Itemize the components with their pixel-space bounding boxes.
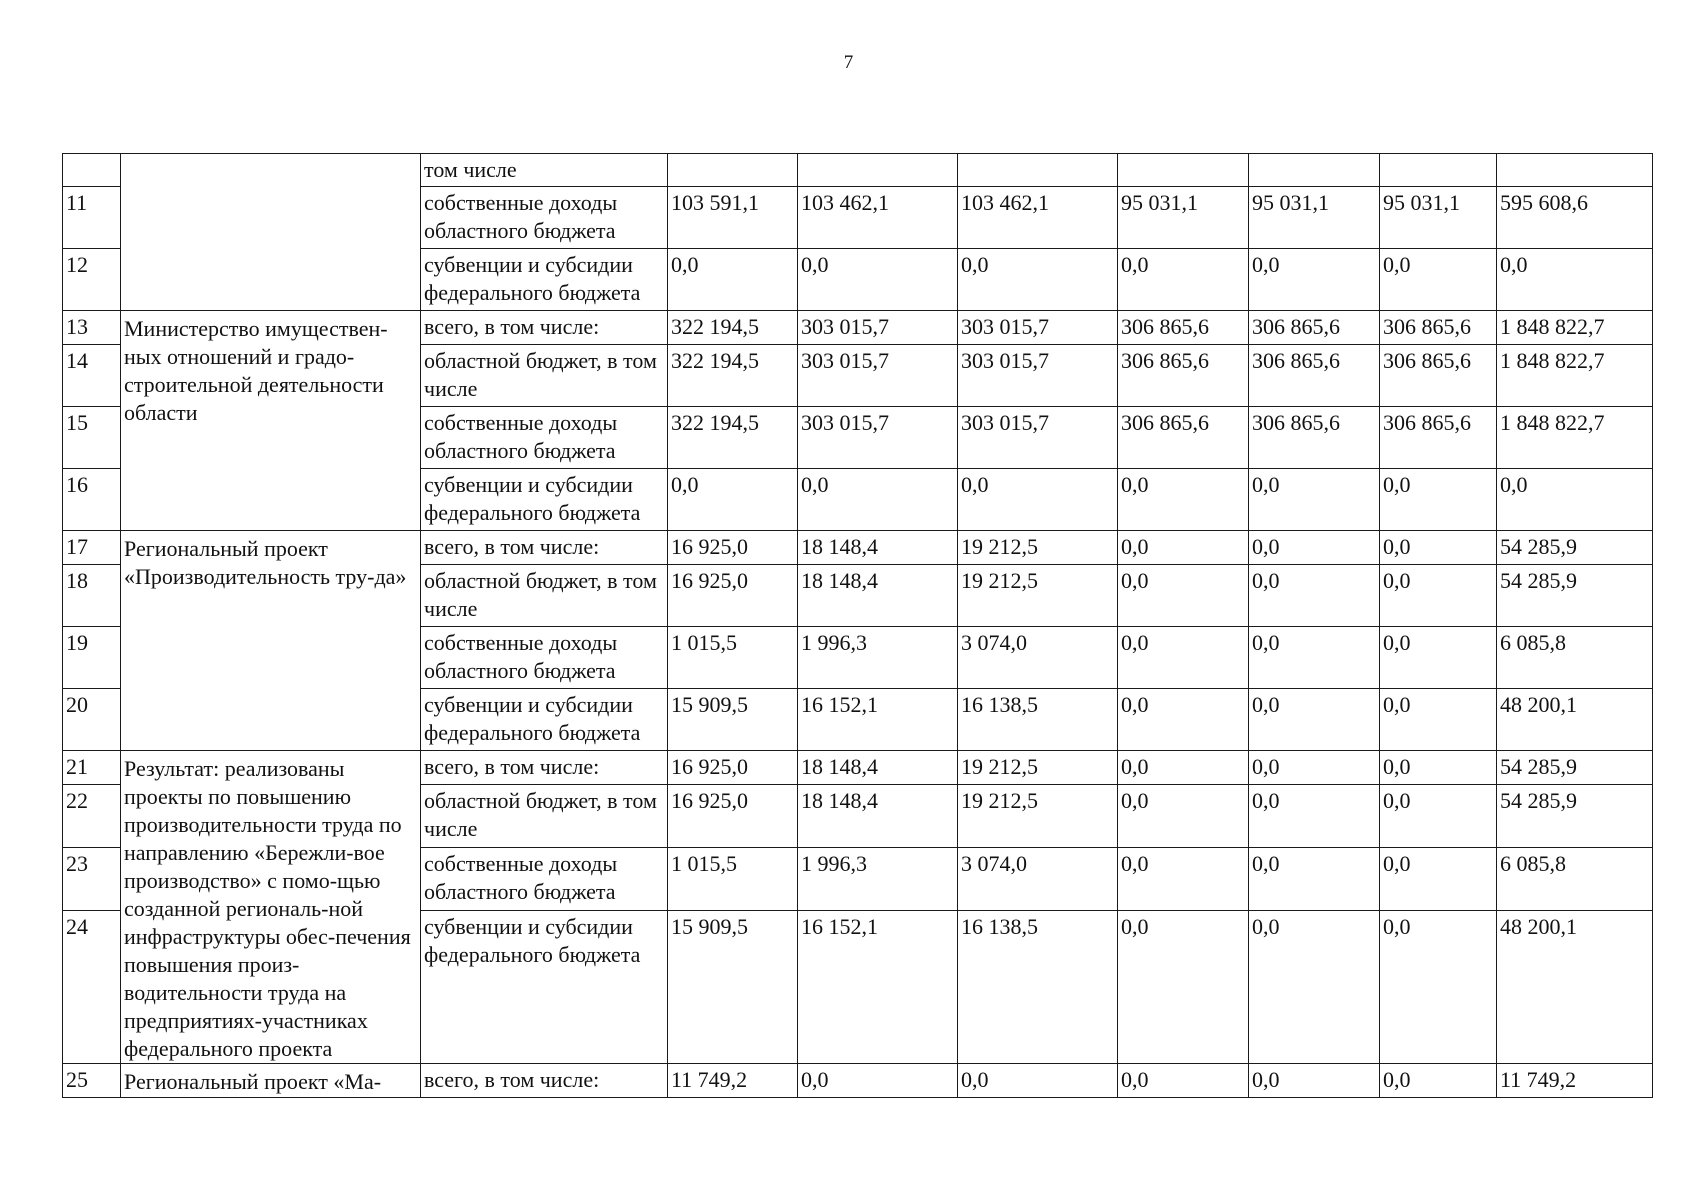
row-number: 21 xyxy=(63,751,121,785)
row-number: 13 xyxy=(63,311,121,345)
amount-cell: 0,0 xyxy=(958,249,1118,311)
amount-cell xyxy=(1380,154,1497,187)
amount-cell: 18 148,4 xyxy=(798,785,958,848)
amount-total: 1 848 822,7 xyxy=(1497,311,1653,345)
row-number: 15 xyxy=(63,407,121,469)
row-number: 19 xyxy=(63,627,121,689)
amount-cell: 0,0 xyxy=(1249,689,1380,751)
funding-source: субвенции и субсидии федерального бюджета xyxy=(421,689,668,751)
amount-cell: 306 865,6 xyxy=(1380,311,1497,345)
amount-cell: 0,0 xyxy=(1118,751,1249,785)
amount-cell: 11 749,2 xyxy=(668,1064,798,1098)
funding-source: собственные доходы областного бюджета xyxy=(421,187,668,249)
row-number: 20 xyxy=(63,689,121,751)
amount-cell: 0,0 xyxy=(1118,469,1249,531)
amount-cell: 0,0 xyxy=(1249,1064,1380,1098)
amount-cell: 1 996,3 xyxy=(798,627,958,689)
row-number: 25 xyxy=(63,1064,121,1098)
amount-cell: 19 212,5 xyxy=(958,785,1118,848)
program-name: Министерство имуществен-ных отношений и градо-строительной деятельности области xyxy=(121,311,421,531)
amount-total: 48 200,1 xyxy=(1497,689,1653,751)
amount-cell: 103 462,1 xyxy=(798,187,958,249)
amount-cell: 0,0 xyxy=(1380,531,1497,565)
amount-cell: 306 865,6 xyxy=(1380,407,1497,469)
amount-cell: 306 865,6 xyxy=(1249,311,1380,345)
amount-cell: 0,0 xyxy=(1380,785,1497,848)
amount-cell: 95 031,1 xyxy=(1380,187,1497,249)
amount-cell: 0,0 xyxy=(1380,1064,1497,1098)
amount-cell: 0,0 xyxy=(1249,847,1380,910)
amount-cell: 0,0 xyxy=(1380,751,1497,785)
funding-source: субвенции и субсидии федерального бюджета xyxy=(421,469,668,531)
amount-cell: 322 194,5 xyxy=(668,345,798,407)
amount-total: 0,0 xyxy=(1497,249,1653,311)
amount-cell: 0,0 xyxy=(1380,249,1497,311)
amount-cell: 303 015,7 xyxy=(958,345,1118,407)
amount-cell: 0,0 xyxy=(1249,751,1380,785)
funding-source: областной бюджет, в том числе xyxy=(421,785,668,848)
row-number: 11 xyxy=(63,187,121,249)
amount-cell: 0,0 xyxy=(1118,1064,1249,1098)
amount-cell: 0,0 xyxy=(958,1064,1118,1098)
funding-source: всего, в том числе: xyxy=(421,1064,668,1098)
amount-cell xyxy=(798,154,958,187)
amount-cell: 0,0 xyxy=(1118,910,1249,1063)
amount-cell xyxy=(1118,154,1249,187)
funding-source: том числе xyxy=(421,154,668,187)
amount-cell: 19 212,5 xyxy=(958,751,1118,785)
amount-cell: 3 074,0 xyxy=(958,627,1118,689)
funding-source: областной бюджет, в том числе xyxy=(421,345,668,407)
amount-cell: 19 212,5 xyxy=(958,531,1118,565)
amount-total: 0,0 xyxy=(1497,469,1653,531)
amount-cell: 0,0 xyxy=(1249,910,1380,1063)
row-number: 23 xyxy=(63,847,121,910)
amount-cell: 16 152,1 xyxy=(798,910,958,1063)
amount-total: 6 085,8 xyxy=(1497,847,1653,910)
amount-total: 54 285,9 xyxy=(1497,565,1653,627)
amount-cell: 303 015,7 xyxy=(958,407,1118,469)
amount-cell: 1 015,5 xyxy=(668,847,798,910)
amount-cell: 0,0 xyxy=(798,1064,958,1098)
table-row xyxy=(63,751,1653,785)
amount-cell: 306 865,6 xyxy=(1118,311,1249,345)
amount-cell: 0,0 xyxy=(1380,627,1497,689)
amount-total: 1 848 822,7 xyxy=(1497,345,1653,407)
row-number: 14 xyxy=(63,345,121,407)
amount-total: 54 285,9 xyxy=(1497,785,1653,848)
amount-cell: 16 925,0 xyxy=(668,785,798,848)
amount-cell: 322 194,5 xyxy=(668,407,798,469)
amount-cell: 18 148,4 xyxy=(798,751,958,785)
table-row xyxy=(63,311,1653,345)
row-number: 24 xyxy=(63,910,121,1063)
amount-cell: 306 865,6 xyxy=(1249,345,1380,407)
amount-cell: 16 138,5 xyxy=(958,910,1118,1063)
table-row xyxy=(63,531,1653,565)
amount-total xyxy=(1497,154,1653,187)
amount-cell: 0,0 xyxy=(1118,249,1249,311)
page-number: 7 xyxy=(843,52,854,73)
amount-cell: 1 015,5 xyxy=(668,627,798,689)
amount-cell: 303 015,7 xyxy=(798,311,958,345)
amount-cell: 16 925,0 xyxy=(668,531,798,565)
funding-source: субвенции и субсидии федерального бюджета xyxy=(421,910,668,1063)
amount-cell: 306 865,6 xyxy=(1118,407,1249,469)
amount-cell: 3 074,0 xyxy=(958,847,1118,910)
funding-source: всего, в том числе: xyxy=(421,531,668,565)
funding-source: собственные доходы областного бюджета xyxy=(421,407,668,469)
amount-cell: 0,0 xyxy=(1118,531,1249,565)
budget-table xyxy=(62,153,1653,1098)
amount-cell: 322 194,5 xyxy=(668,311,798,345)
amount-cell: 0,0 xyxy=(1380,565,1497,627)
amount-cell: 0,0 xyxy=(1249,785,1380,848)
amount-cell: 0,0 xyxy=(1118,565,1249,627)
amount-cell: 0,0 xyxy=(1118,847,1249,910)
amount-cell: 16 925,0 xyxy=(668,565,798,627)
funding-source: собственные доходы областного бюджета xyxy=(421,847,668,910)
program-name: Региональный проект «Ма- xyxy=(121,1064,421,1098)
amount-cell: 16 138,5 xyxy=(958,689,1118,751)
amount-total: 1 848 822,7 xyxy=(1497,407,1653,469)
amount-cell: 306 865,6 xyxy=(1249,407,1380,469)
table-row xyxy=(63,154,1653,187)
amount-cell xyxy=(1249,154,1380,187)
row-number: 16 xyxy=(63,469,121,531)
amount-cell: 0,0 xyxy=(1118,785,1249,848)
funding-source: субвенции и субсидии федерального бюджета xyxy=(421,249,668,311)
table-row xyxy=(63,1064,1653,1098)
amount-cell: 0,0 xyxy=(1118,689,1249,751)
amount-total: 54 285,9 xyxy=(1497,751,1653,785)
row-number: 22 xyxy=(63,785,121,848)
row-number: 17 xyxy=(63,531,121,565)
row-number: 18 xyxy=(63,565,121,627)
amount-cell: 103 591,1 xyxy=(668,187,798,249)
amount-cell: 306 865,6 xyxy=(1380,345,1497,407)
program-name: Региональный проект «Производительность тру-да» xyxy=(121,531,421,751)
row-number: 12 xyxy=(63,249,121,311)
amount-cell: 0,0 xyxy=(1249,531,1380,565)
amount-cell: 303 015,7 xyxy=(958,311,1118,345)
amount-cell: 303 015,7 xyxy=(798,407,958,469)
amount-cell: 95 031,1 xyxy=(1249,187,1380,249)
funding-source: всего, в том числе: xyxy=(421,751,668,785)
amount-cell: 0,0 xyxy=(798,249,958,311)
program-name: Результат: реализованы проекты по повышению производительности труда по направлению «Бережли-вое производство» с помо-щью созданной региональ-ной инфраструктуры обес-печения повышения произ-водительности труда на предприятиях-участниках федерального проекта xyxy=(121,751,421,1064)
amount-cell: 19 212,5 xyxy=(958,565,1118,627)
amount-cell: 0,0 xyxy=(1380,847,1497,910)
amount-cell: 103 462,1 xyxy=(958,187,1118,249)
amount-cell: 16 152,1 xyxy=(798,689,958,751)
amount-cell: 306 865,6 xyxy=(1118,345,1249,407)
amount-cell: 0,0 xyxy=(668,469,798,531)
amount-cell: 0,0 xyxy=(798,469,958,531)
amount-cell: 0,0 xyxy=(1380,689,1497,751)
amount-cell: 15 909,5 xyxy=(668,910,798,1063)
amount-cell: 18 148,4 xyxy=(798,565,958,627)
amount-cell xyxy=(668,154,798,187)
amount-cell xyxy=(958,154,1118,187)
amount-total: 595 608,6 xyxy=(1497,187,1653,249)
amount-cell: 0,0 xyxy=(958,469,1118,531)
amount-cell: 0,0 xyxy=(668,249,798,311)
funding-source: всего, в том числе: xyxy=(421,311,668,345)
amount-cell: 0,0 xyxy=(1380,910,1497,1063)
amount-cell: 0,0 xyxy=(1249,249,1380,311)
amount-total: 11 749,2 xyxy=(1497,1064,1653,1098)
amount-cell: 0,0 xyxy=(1249,627,1380,689)
funding-source: собственные доходы областного бюджета xyxy=(421,627,668,689)
program-name xyxy=(121,154,421,311)
amount-cell: 95 031,1 xyxy=(1118,187,1249,249)
amount-total: 6 085,8 xyxy=(1497,627,1653,689)
amount-cell: 18 148,4 xyxy=(798,531,958,565)
amount-cell: 303 015,7 xyxy=(798,345,958,407)
funding-source: областной бюджет, в том числе xyxy=(421,565,668,627)
amount-cell: 0,0 xyxy=(1249,565,1380,627)
amount-cell: 15 909,5 xyxy=(668,689,798,751)
row-number xyxy=(63,154,121,187)
amount-total: 48 200,1 xyxy=(1497,910,1653,1063)
amount-cell: 0,0 xyxy=(1249,469,1380,531)
amount-cell: 16 925,0 xyxy=(668,751,798,785)
amount-total: 54 285,9 xyxy=(1497,531,1653,565)
amount-cell: 1 996,3 xyxy=(798,847,958,910)
amount-cell: 0,0 xyxy=(1118,627,1249,689)
amount-cell: 0,0 xyxy=(1380,469,1497,531)
